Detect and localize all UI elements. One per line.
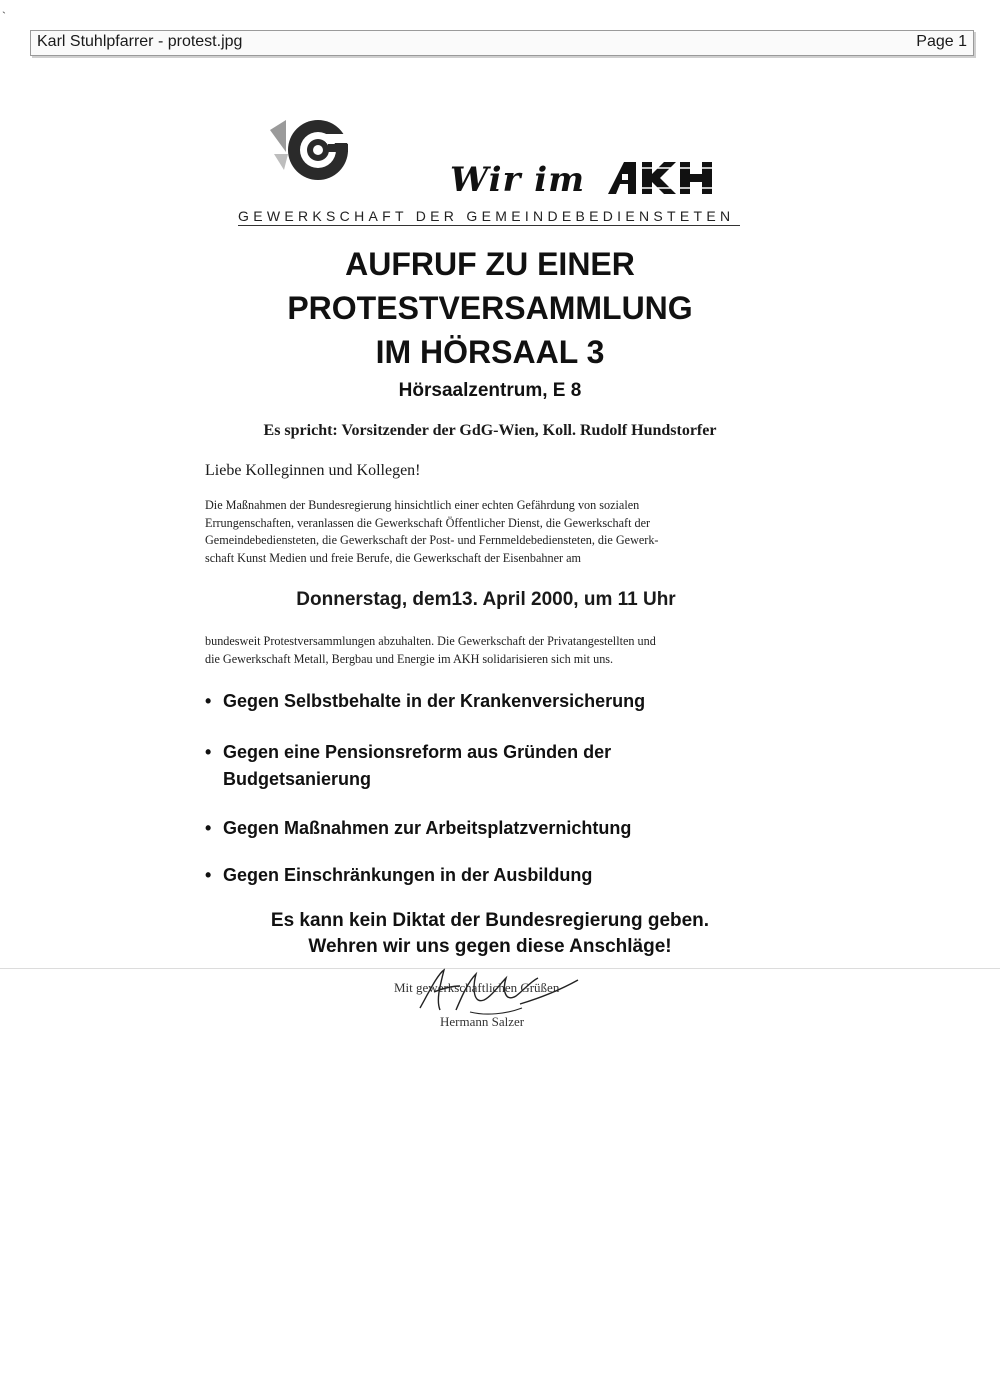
signature-icon — [410, 960, 590, 1020]
event-date: Donnerstag, dem13. April 2000, um 11 Uhr — [296, 589, 676, 610]
union-name: GEWERKSCHAFT DER GEMEINDEBEDIENSTETEN — [238, 208, 740, 226]
demands-list — [205, 688, 765, 889]
solidarity-paragraph — [205, 633, 765, 668]
page-label: Page 1 — [916, 33, 967, 50]
intro-line: Errungenschaften, veranlassen die Gewerkschaft Öffentlicher Dienst, die Gewerkschaft der — [205, 515, 651, 530]
bullet-icon: • — [205, 865, 212, 885]
greeting: Liebe Kolleginnen und Kollegen! — [205, 462, 421, 479]
page-title-line-2: PROTESTVERSAMMLUNG — [287, 290, 693, 326]
demand-item — [205, 862, 765, 889]
akh-logo-icon — [606, 160, 714, 196]
demand-item — [205, 815, 765, 842]
scan-corner-mark: ˎ — [2, 0, 6, 14]
bullet-icon: • — [205, 818, 212, 838]
demand-text: Gegen Maßnahmen zur Arbeitsplatzvernichtung — [223, 818, 632, 838]
demand-text: Gegen Einschränkungen in der Ausbildung — [223, 865, 593, 885]
speaker-line: Es spricht: Vorsitzender der GdG-Wien, Koll. Rudolf Hundstorfer — [263, 422, 717, 439]
intro-line: Die Maßnahmen der Bundesregierung hinsichtlich einer echten Gefährdung von sozialen — [205, 498, 640, 512]
bullet-icon: • — [205, 691, 212, 711]
bullet-icon: • — [205, 742, 212, 762]
page-title-line-1: AUFRUF ZU EINER — [345, 246, 635, 282]
demand-text-continued: Budgetsanierung — [223, 769, 372, 789]
demand-text: Gegen eine Pensionsreform aus Gründen der — [223, 742, 612, 762]
demand-item — [205, 739, 765, 793]
intro-paragraph — [205, 497, 765, 567]
solidarity-line: die Gewerkschaft Metall, Bergbau und Energie im AKH solidarisieren sich mit uns. — [205, 651, 614, 666]
page-title-line-3: IM HÖRSAAL 3 — [375, 334, 605, 370]
regards-text: Mit gewerkschaftlichen Grüßen — [394, 980, 560, 995]
print-header — [30, 30, 974, 56]
intro-line: schaft Kunst Medien und freie Berufe, die Gewerkschaft der Eisenbahner am — [205, 550, 581, 565]
gdg-logo-icon — [268, 114, 358, 184]
venue-line: Hörsaalzentrum, E 8 — [398, 380, 582, 401]
wir-im-wordmark: Wir im — [450, 160, 586, 200]
solidarity-line: bundesweit Protestversammlungen abzuhalten. Die Gewerkschaft der Privatangestellten und — [205, 634, 656, 648]
demand-text: Gegen Selbstbehalte in der Krankenversicherung — [223, 691, 646, 711]
demand-item — [205, 688, 765, 715]
closing-line-2: Wehren wir uns gegen diese Anschläge! — [308, 936, 672, 957]
intro-line: Gemeindebediensteten, die Gewerkschaft der Post- und Fernmeldebediensteten, die Gewerk- — [205, 533, 659, 547]
file-label: Karl Stuhlpfarrer - protest.jpg — [37, 33, 243, 50]
signer-name: Hermann Salzer — [440, 1014, 525, 1029]
closing-line-1: Es kann kein Diktat der Bundesregierung geben. — [270, 910, 710, 931]
